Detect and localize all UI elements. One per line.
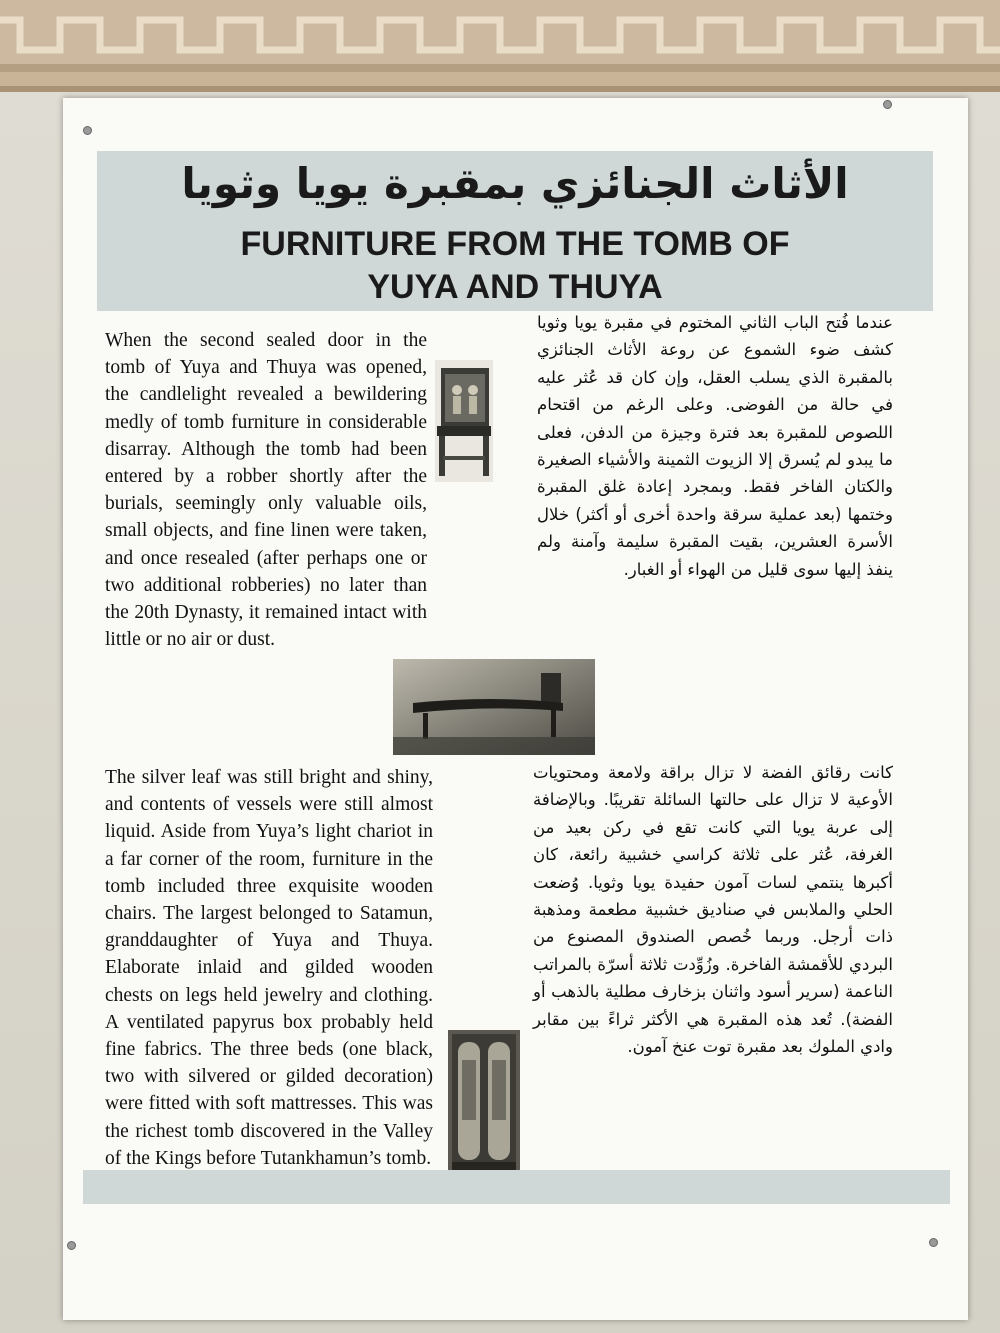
title-english-line2: YUYA AND THUYA [367,268,663,306]
title-english [97,223,933,309]
section1-arabic-text: عندما فُتح الباب الثاني المختوم في مقبرة يويا وثويا كشف ضوء الشموع عن روعة الأثاث الجنائزي بالمقبرة الذي يسلب العقل، وإن كان قد عُثر عليه في حالة من الفوضى. وعلى الرغم من اقتحام اللصوص للمقبرة بعد فترة وجيزة من الدفن، فعلى ما يبدو لم يُسرق إلا الزيوت الثمينة والأشياء الصغيرة والكتان الفاخر فقط. وبمجرد إعادة غلق المقبرة وختمها (بعد عملية سرقة واحدة أخرى أو أكثر) خلال الأسرة العشرين، بقيت المقبرة سليمة وآمنة ولم ينفذ إليها سوى قليل من الهواء أو الغبار. [537,313,893,579]
screw [883,100,892,109]
title-banner [97,151,933,311]
title-english-line1: FURNITURE FROM THE TOMB OF [240,225,790,263]
bed-photo [393,659,595,755]
decorative-wall-frieze [0,0,1000,92]
screw [67,1241,76,1250]
footer-banner [83,1170,950,1204]
section2-arabic-text: كانت رقائق الفضة لا تزال براقة ولامعة ومحتويات الأوعية لا تزال على حالتها السائلة تقريبًا. وبالإضافة إلى عربة يويا التي كانت تقع في ركن بعيد من الغرفة، عُثر على ثلاثة كراسي خشبية رائعة، كان أكبرها ينتمي لسات آمون حفيدة يويا وثويا. وُضعت الحلي والملابس في صناديق خشبية مطعمة ومذهبة ذات أرجل. وربما خُصص الصندوق المصنوع من البردي للأقمشة الفاخرة. وزُوِّدت ثلاثة أسرّة بالمراتب الناعمة (سرير أسود واثنان بزخارف مطلية بالذهب أو الفضة). تُعد هذه المقبرة هي الأكثر ثراءً بين مقابر وادي الملوك بعد مقبرة توت عنخ آمون. [533,763,893,1057]
screw [929,1238,938,1247]
chest-photo [448,1030,520,1180]
title-arabic: الأثاث الجنائزي بمقبرة يويا وثويا [181,159,849,208]
info-panel [63,98,968,1320]
chair-photo [435,360,493,482]
section1-english-text: When the second sealed door in the tomb of Yuya and Thuya was opened, the candlelight revealed a bewildering medly of tomb furniture in considerable disarray. Although the tomb had been entered by a robber shortly after the burials, seemingly only valuable oils, small objects, and fine linen were taken, and once resealed (after perhaps one or two additional robberies) no later than the 20th Dynasty, it remained intact with little or no air or dust. [105,330,427,651]
screw [83,126,92,135]
section2-english-text: The silver leaf was still bright and shiny, and contents of vessels were still almost liquid. Aside from Yuya’s light chariot in a far corner of the room, furniture in the tomb included three exquisite wooden chairs. The largest belonged to Satamun, granddaughter of Yuya and Thuya. Elaborate inlaid and gilded wooden chests on legs held jewelry and clothing. A ventilated papyrus box probably held fine fabrics. The three beds (one black, two with silvered or gilded decoration) were fitted with soft mattresses. This was the richest tomb discovered in the Valley of the Kings before Tutankhamun’s tomb. [105,767,433,1169]
